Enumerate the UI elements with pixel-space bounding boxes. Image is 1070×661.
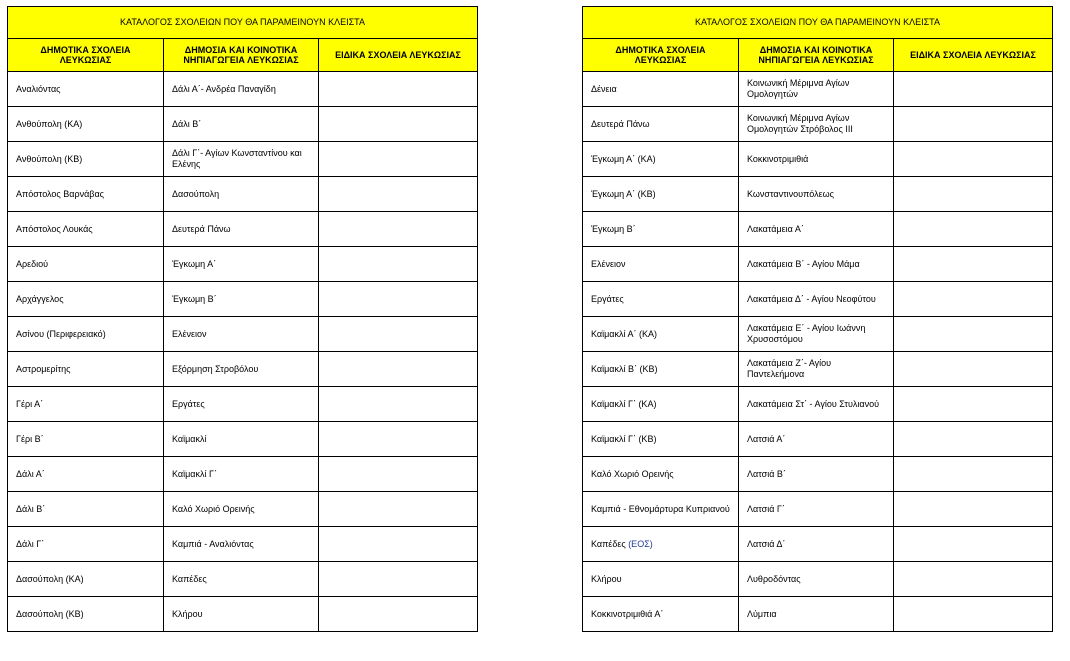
table-row xyxy=(583,72,1053,107)
table-cell: Αστρομερίτης xyxy=(8,352,164,387)
table-cell: Κοινωνική Μέριμνα Αγίων Ομολογητών Στρόβολος ΙΙΙ xyxy=(739,107,894,142)
table-cell: Λακατάμεια Α΄ xyxy=(739,212,894,247)
table-body xyxy=(8,7,478,632)
table-cell: Αναλιόντας xyxy=(8,72,164,107)
table-cell xyxy=(894,597,1053,632)
column-header: ΔΗΜΟΤΙΚΑ ΣΧΟΛΕΙΑ ΛΕΥΚΩΣΙΑΣ xyxy=(8,39,164,72)
table-cell: Δευτερά Πάνω xyxy=(583,107,739,142)
table-cell xyxy=(894,387,1053,422)
table-cell xyxy=(319,352,478,387)
table-row xyxy=(8,457,478,492)
table-row xyxy=(583,282,1053,317)
table-cell xyxy=(894,527,1053,562)
table-cell: Δασούπολη (ΚΒ) xyxy=(8,597,164,632)
table-cell: Ελένειον xyxy=(164,317,319,352)
table-cell: Έγκωμη Α΄ (ΚΒ) xyxy=(583,177,739,212)
table-cell: Λυθροδόντας xyxy=(739,562,894,597)
table-cell: Έγκωμη Α΄ xyxy=(164,247,319,282)
table-row xyxy=(583,562,1053,597)
table-row xyxy=(8,282,478,317)
table-row xyxy=(8,142,478,177)
table-cell xyxy=(319,177,478,212)
table-cell: Καμπιά - Εθνομάρτυρα Κυπριανού xyxy=(583,492,739,527)
table-cell: Δάλι Β΄ xyxy=(8,492,164,527)
table-row xyxy=(583,457,1053,492)
table-row xyxy=(8,72,478,107)
table-cell xyxy=(894,72,1053,107)
table-cell: Αρεδιού xyxy=(8,247,164,282)
table-cell: Έγκωμη Β΄ xyxy=(164,282,319,317)
table-cell: Καϊμακλί Γ΄ xyxy=(164,457,319,492)
table-cell: Καϊμακλί Γ΄ (ΚΒ) xyxy=(583,422,739,457)
table-row xyxy=(8,422,478,457)
table-cell xyxy=(894,177,1053,212)
table-cell xyxy=(319,597,478,632)
table-cell: Καμπιά - Αναλιόντας xyxy=(164,527,319,562)
table-cell: Καϊμακλί xyxy=(164,422,319,457)
column-header: ΕΙΔΙΚΑ ΣΧΟΛΕΙΑ ΛΕΥΚΩΣΙΑΣ xyxy=(319,39,478,72)
table-cell: Δένεια xyxy=(583,72,739,107)
column-header: ΔΗΜΟΣΙΑ ΚΑΙ ΚΟΙΝΟΤΙΚΑ ΝΗΠΙΑΓΩΓΕΙΑ ΛΕΥΚΩΣΙΑΣ xyxy=(739,39,894,72)
table-row xyxy=(8,562,478,597)
table-body xyxy=(583,7,1053,632)
table-title: ΚΑΤΑΛΟΓΟΣ ΣΧΟΛΕΙΩΝ ΠΟΥ ΘΑ ΠΑΡΑΜΕΙΝΟΥΝ ΚΛΕΙΣΤΑ xyxy=(8,7,478,39)
table-cell xyxy=(319,247,478,282)
table-cell: Λατσιά Β΄ xyxy=(739,457,894,492)
table-cell xyxy=(319,142,478,177)
cell-suffix: (ΕΟΣ) xyxy=(628,538,653,549)
table-cell: Λακατάμεια Ζ΄- Αγίου Παντελεήμονα xyxy=(739,352,894,387)
table-row xyxy=(8,107,478,142)
table-cell: Ελένειον xyxy=(583,247,739,282)
table-cell xyxy=(894,317,1053,352)
table-cell xyxy=(319,562,478,597)
table-cell: Λακατάμεια Δ΄ - Αγίου Νεοφύτου xyxy=(739,282,894,317)
table-cell: Δάλι Γ΄- Αγίων Κωνσταντίνου και Ελένης xyxy=(164,142,319,177)
table-cell: Καϊμακλί Α΄ (ΚΑ) xyxy=(583,317,739,352)
table-row xyxy=(8,177,478,212)
table-cell: Έγκωμη Β΄ xyxy=(583,212,739,247)
table-row xyxy=(583,597,1053,632)
table-row xyxy=(583,527,1053,562)
schools-table-left xyxy=(7,6,478,632)
table-cell xyxy=(894,282,1053,317)
table-cell xyxy=(894,212,1053,247)
table-cell: Κωνσταντινουπόλεως xyxy=(739,177,894,212)
table-cell xyxy=(319,492,478,527)
table-cell xyxy=(319,527,478,562)
table-row xyxy=(583,247,1053,282)
table-row xyxy=(8,352,478,387)
table-cell: Δάλι Α΄- Ανδρέα Παναγίδη xyxy=(164,72,319,107)
table-cell xyxy=(894,457,1053,492)
table-cell: Εξόρμηση Στροβόλου xyxy=(164,352,319,387)
table-row xyxy=(8,527,478,562)
column-header: ΔΗΜΟΣΙΑ ΚΑΙ ΚΟΙΝΟΤΙΚΑ ΝΗΠΙΑΓΩΓΕΙΑ ΛΕΥΚΩΣΙΑΣ xyxy=(164,39,319,72)
table-cell: Εργάτες xyxy=(164,387,319,422)
table-cell: Καϊμακλί Γ΄ (ΚΑ) xyxy=(583,387,739,422)
table-cell: Εργάτες xyxy=(583,282,739,317)
table-cell: Λατσιά Γ΄ xyxy=(739,492,894,527)
table-cell: Γέρι Β΄ xyxy=(8,422,164,457)
table-cell: Λατσιά Α΄ xyxy=(739,422,894,457)
table-cell: Δάλι Β΄ xyxy=(164,107,319,142)
table-cell: Κλήρου xyxy=(583,562,739,597)
table-cell: Κοκκινοτριμιθιά Α΄ xyxy=(583,597,739,632)
table-cell: Λύμπια xyxy=(739,597,894,632)
table-cell: Απόστολος Βαρνάβας xyxy=(8,177,164,212)
table-cell: Καλό Χωριό Ορεινής xyxy=(583,457,739,492)
table-row xyxy=(583,352,1053,387)
table-cell: Δάλι Α΄ xyxy=(8,457,164,492)
table-row xyxy=(583,107,1053,142)
table-cell: Καλό Χωριό Ορεινής xyxy=(164,492,319,527)
table-cell: Δασούπολη (ΚΑ) xyxy=(8,562,164,597)
table-cell xyxy=(319,457,478,492)
table-cell: Κλήρου xyxy=(164,597,319,632)
table-cell xyxy=(894,142,1053,177)
table-cell: Λακατάμεια Β΄ - Αγίου Μάμα xyxy=(739,247,894,282)
table-row xyxy=(583,422,1053,457)
table-row xyxy=(583,317,1053,352)
table-row xyxy=(583,212,1053,247)
table-row xyxy=(8,492,478,527)
table-cell xyxy=(319,72,478,107)
table-cell: Λατσιά Δ΄ xyxy=(739,527,894,562)
table-cell: Κοκκινοτριμιθιά xyxy=(739,142,894,177)
table-cell: Έγκωμη Α΄ (ΚΑ) xyxy=(583,142,739,177)
table-row xyxy=(8,212,478,247)
table-cell xyxy=(319,387,478,422)
table-row xyxy=(8,247,478,282)
table-cell xyxy=(894,562,1053,597)
table-cell xyxy=(319,317,478,352)
table-cell: Γέρι Α΄ xyxy=(8,387,164,422)
column-header: ΕΙΔΙΚΑ ΣΧΟΛΕΙΑ ΛΕΥΚΩΣΙΑΣ xyxy=(894,39,1053,72)
table-cell xyxy=(319,107,478,142)
table-cell xyxy=(319,422,478,457)
table-cell: Δάλι Γ΄ xyxy=(8,527,164,562)
table-header-row xyxy=(583,39,1053,72)
table-title-row xyxy=(8,7,478,39)
table-row xyxy=(583,142,1053,177)
table-cell: Καπέδες xyxy=(164,562,319,597)
column-header: ΔΗΜΟΤΙΚΑ ΣΧΟΛΕΙΑ ΛΕΥΚΩΣΙΑΣ xyxy=(583,39,739,72)
table-title-row xyxy=(583,7,1053,39)
table-cell: Αρχάγγελος xyxy=(8,282,164,317)
table-cell: Απόστολος Λουκάς xyxy=(8,212,164,247)
table-cell xyxy=(894,422,1053,457)
cell-text: Καπέδες xyxy=(591,538,629,549)
table-cell xyxy=(894,107,1053,142)
table-title: ΚΑΤΑΛΟΓΟΣ ΣΧΟΛΕΙΩΝ ΠΟΥ ΘΑ ΠΑΡΑΜΕΙΝΟΥΝ ΚΛΕΙΣΤΑ xyxy=(583,7,1053,39)
table-row xyxy=(8,317,478,352)
table-cell: Λακατάμεια Στ΄ - Αγίου Στυλιανού xyxy=(739,387,894,422)
table-cell xyxy=(894,247,1053,282)
schools-table-right xyxy=(582,6,1053,632)
table-cell xyxy=(894,352,1053,387)
table-cell: Ανθούπολη (ΚΑ) xyxy=(8,107,164,142)
table-cell: Κοινωνική Μέριμνα Αγίων Ομολογητών xyxy=(739,72,894,107)
table-row xyxy=(583,387,1053,422)
table-header-row xyxy=(8,39,478,72)
table-cell xyxy=(583,527,739,562)
table-cell: Λακατάμεια Ε΄ - Αγίου Ιωάννη Χρυσοστόμου xyxy=(739,317,894,352)
table-row xyxy=(8,597,478,632)
table-cell: Δασούπολη xyxy=(164,177,319,212)
table-cell xyxy=(894,492,1053,527)
table-row xyxy=(8,387,478,422)
table-cell: Καϊμακλί Β΄ (ΚΒ) xyxy=(583,352,739,387)
table-cell: Δευτερά Πάνω xyxy=(164,212,319,247)
table-cell: Ανθούπολη (ΚΒ) xyxy=(8,142,164,177)
table-cell xyxy=(319,212,478,247)
table-row xyxy=(583,177,1053,212)
table-cell: Ασίνου (Περιφερειακό) xyxy=(8,317,164,352)
table-row xyxy=(583,492,1053,527)
table-cell xyxy=(319,282,478,317)
